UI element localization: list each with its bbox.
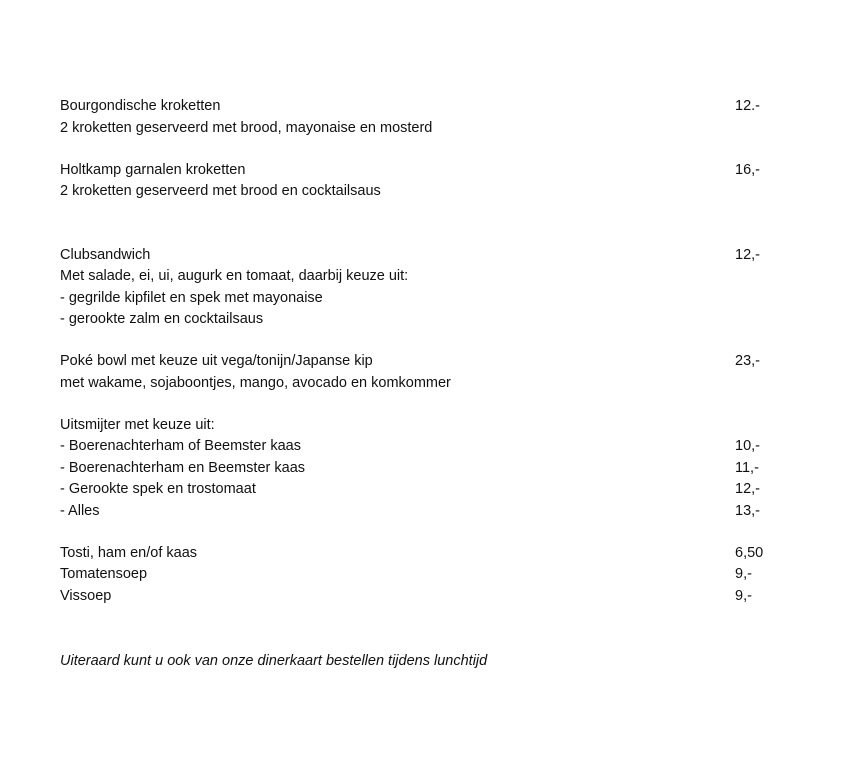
item-title: Holtkamp garnalen kroketten [60,161,246,178]
item-price: 16,- [735,161,760,178]
item-option: - gerookte zalm en cocktailsaus [60,311,264,327]
menu-item-vissoep [60,586,780,608]
uitsmijter-option: - Gerookte spek en trostomaat 12,- [60,479,780,501]
item-title: Tosti, ham en/of kaas [60,544,198,561]
menu-item-bourgondische-kroketten [60,96,780,118]
item-price: 11,- [735,459,759,476]
item-price: 12.- [735,98,760,114]
lunch-menu [60,96,780,607]
item-price: 13,- [735,502,760,519]
menu-item-garnalen-kroketten [60,160,780,182]
footer-note: Uiteraard kunt u ook van onze dinerkaart bestellen tijdens lunchtijd [60,653,488,669]
uitsmijter-option: - Boerenachterham of Beemster kaas 10,- [60,436,780,458]
item-price: 12,- [735,481,760,497]
menu-item-tosti [60,543,780,565]
item-description: Met salade, ei, ui, augurk en tomaat, daarbij keuze uit: [60,268,409,284]
uitsmijter-option: - Alles 13,- [60,501,780,523]
menu-item-poke-bowl [60,351,780,373]
uitsmijter-option: - Boerenachterham en Beemster kaas 11,- [60,458,780,480]
item-description: 2 kroketten geserveerd met brood, mayonaise en mosterd [60,119,433,136]
item-description: 2 kroketten geserveerd met brood en cocktailsaus [60,183,381,199]
item-price: 23,- [735,353,760,369]
item-price: 12,- [735,246,760,263]
item-price: 6,50 [735,544,764,561]
item-option: - gegrilde kipfilet en spek met mayonaise [60,289,323,306]
menu-item-uitsmijter [60,415,780,437]
item-price: 9,- [735,566,752,582]
item-price: 9,- [735,587,752,604]
item-title: Vissoep [60,587,112,604]
item-title: Bourgondische kroketten [60,98,221,114]
item-title: Uitsmijter met keuze uit: [60,416,215,433]
menu-item-clubsandwich [60,245,780,267]
item-title: Tomatensoep [60,566,148,582]
item-title: Clubsandwich [60,246,151,263]
menu-item-tomatensoep [60,564,780,586]
item-title: Poké bowl met keuze uit vega/tonijn/Japanse kip [60,353,373,369]
item-price: 10,- [735,438,760,454]
item-description: met wakame, sojaboontjes, mango, avocado en komkommer [60,374,451,391]
